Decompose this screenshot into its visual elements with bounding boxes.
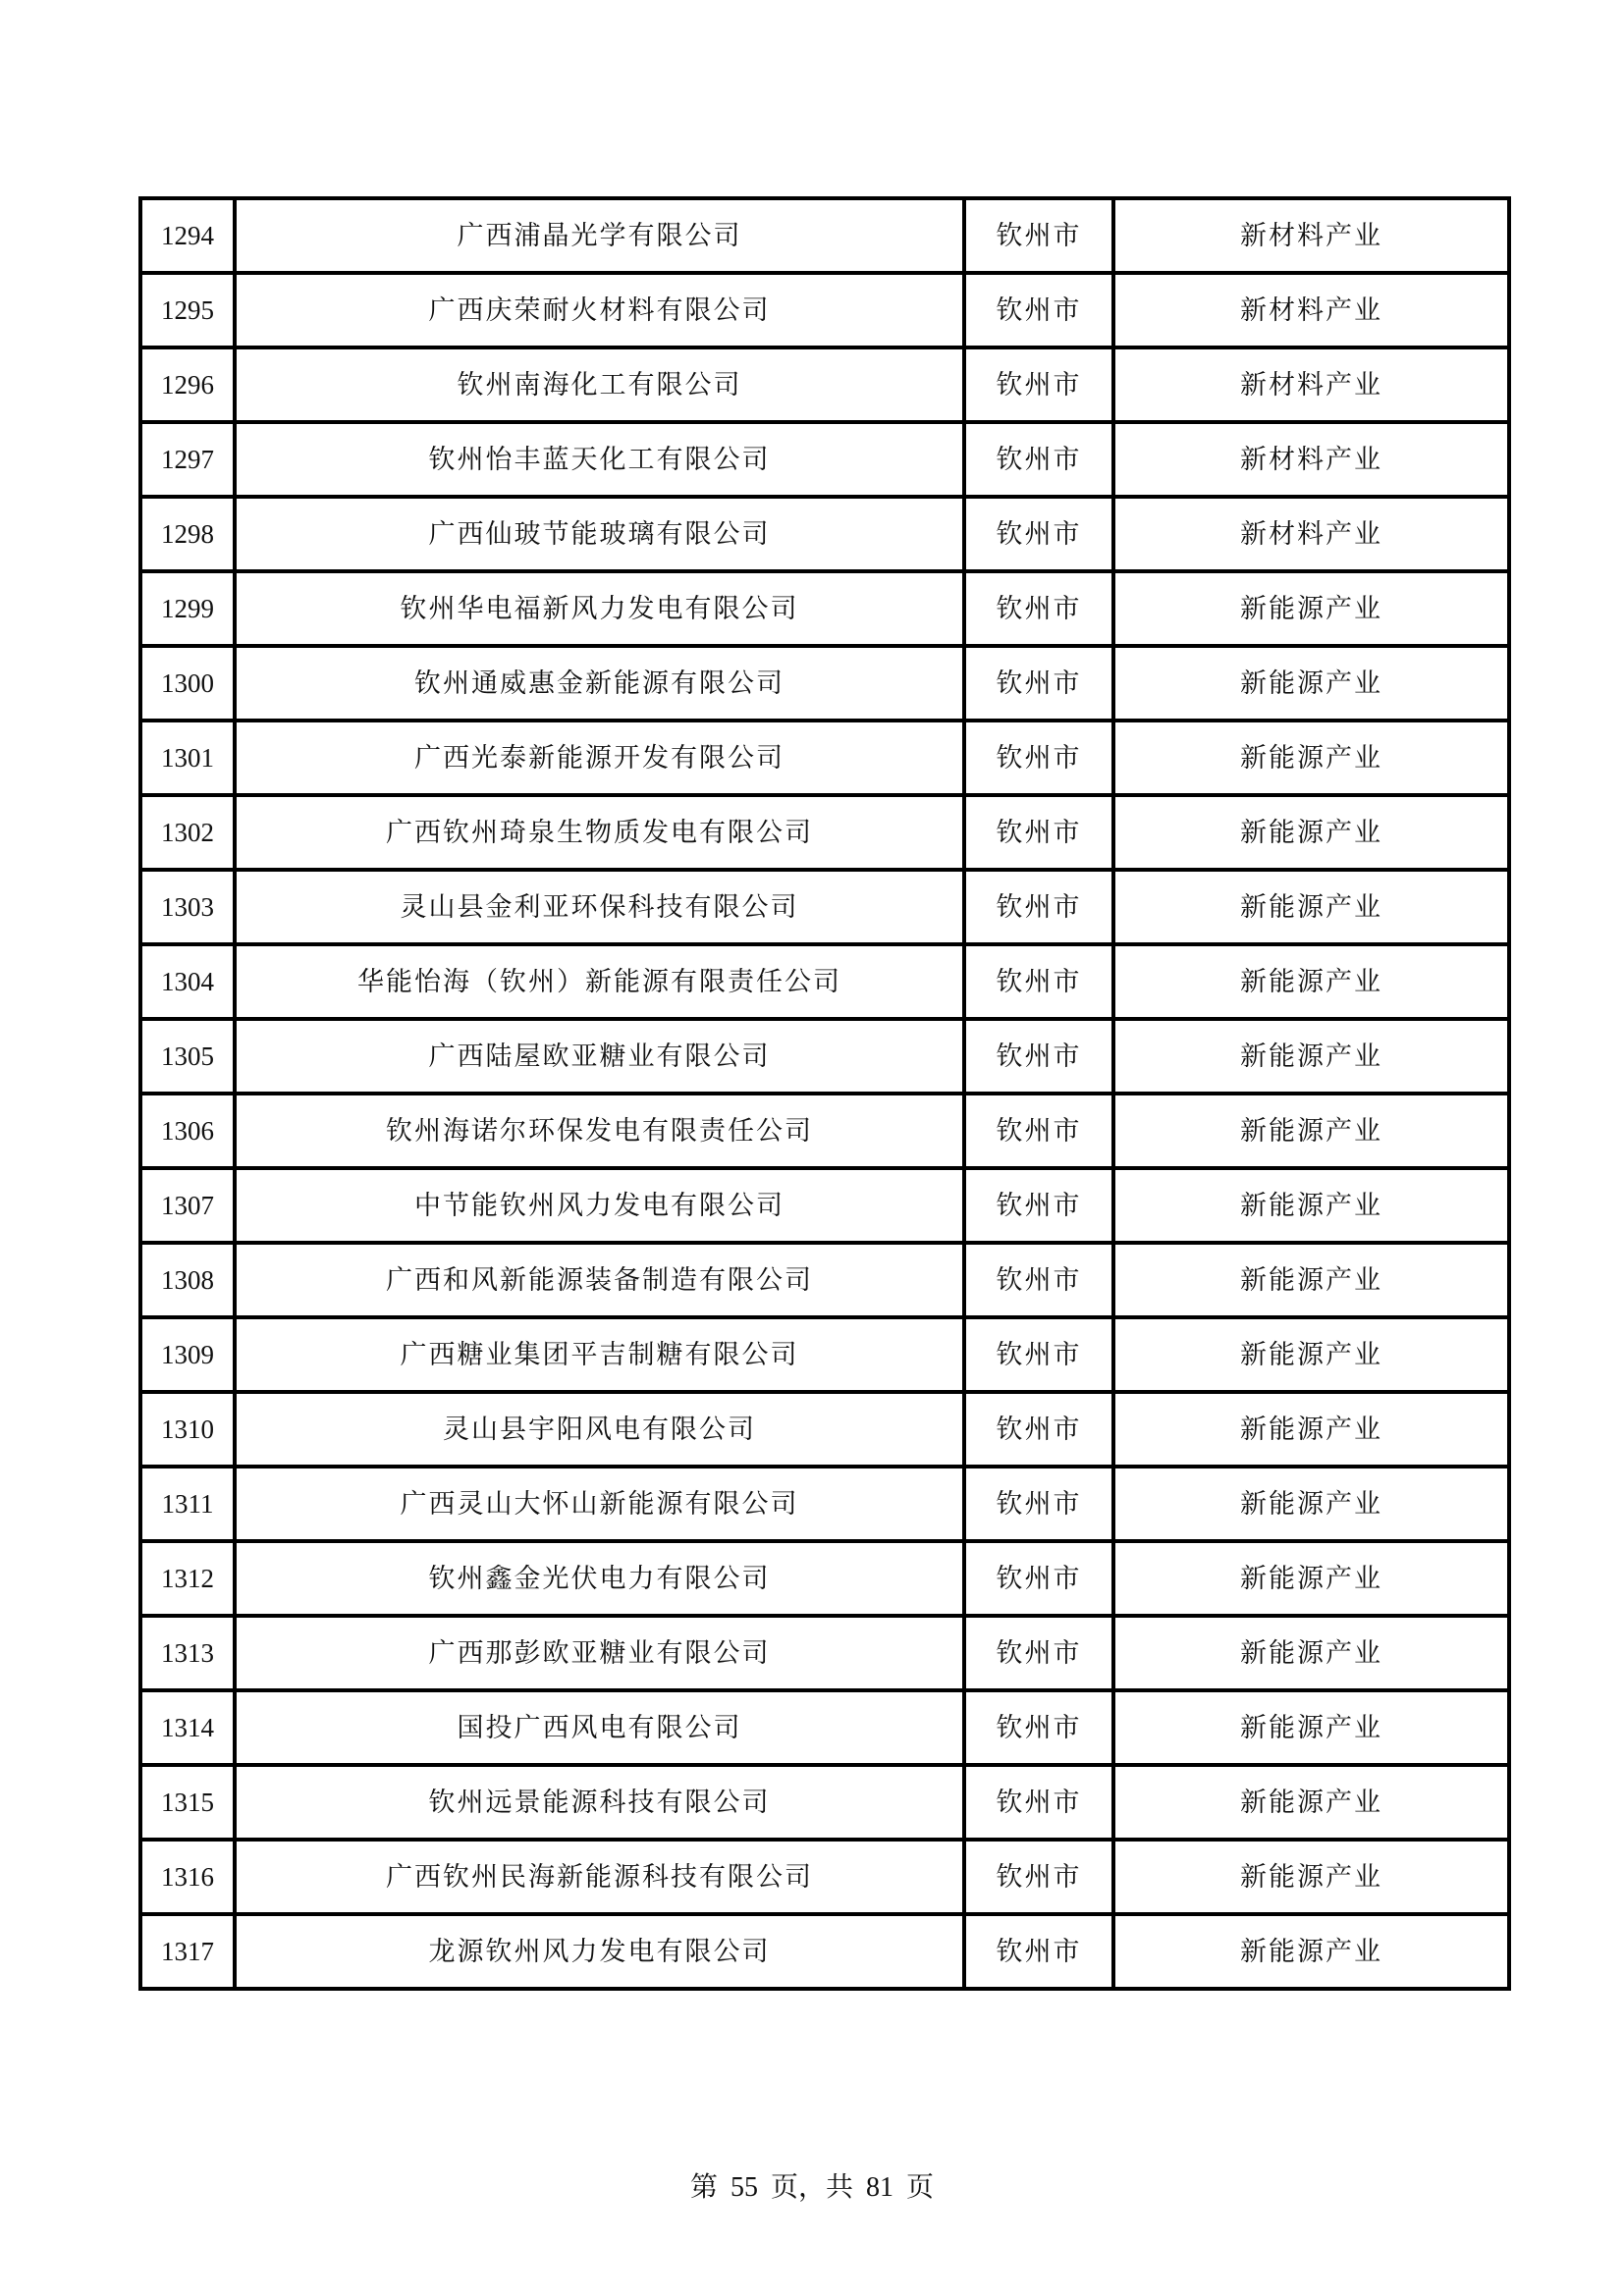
table-row	[140, 1243, 1509, 1317]
company-name-cell: 国投广西风电有限公司	[235, 1690, 964, 1765]
industry-cell: 新能源产业	[1113, 1094, 1509, 1168]
industry-cell: 新能源产业	[1113, 1840, 1509, 1914]
city-cell: 钦州市	[964, 1541, 1113, 1616]
table-row	[140, 347, 1509, 422]
company-name-cell: 灵山县宇阳风电有限公司	[235, 1392, 964, 1467]
table-row	[140, 944, 1509, 1019]
row-number-cell: 1294	[140, 198, 235, 273]
table-row	[140, 198, 1509, 273]
company-name-cell: 钦州华电福新风力发电有限公司	[235, 571, 964, 646]
company-name-cell: 广西糖业集团平吉制糖有限公司	[235, 1317, 964, 1392]
industry-cell: 新能源产业	[1113, 1168, 1509, 1243]
row-number-cell: 1296	[140, 347, 235, 422]
city-cell: 钦州市	[964, 1914, 1113, 1989]
row-number-cell: 1311	[140, 1467, 235, 1541]
city-cell: 钦州市	[964, 1168, 1113, 1243]
table-row	[140, 721, 1509, 795]
company-name-cell: 龙源钦州风力发电有限公司	[235, 1914, 964, 1989]
industry-cell: 新材料产业	[1113, 198, 1509, 273]
company-name-cell: 广西钦州民海新能源科技有限公司	[235, 1840, 964, 1914]
city-cell: 钦州市	[964, 646, 1113, 721]
table-row	[140, 1467, 1509, 1541]
table-row	[140, 497, 1509, 571]
table-row	[140, 1317, 1509, 1392]
table-row	[140, 1840, 1509, 1914]
row-number-cell: 1303	[140, 870, 235, 944]
city-cell: 钦州市	[964, 1840, 1113, 1914]
row-number-cell: 1298	[140, 497, 235, 571]
table-row	[140, 1019, 1509, 1094]
city-cell: 钦州市	[964, 273, 1113, 347]
industry-cell: 新材料产业	[1113, 273, 1509, 347]
row-number-cell: 1314	[140, 1690, 235, 1765]
industry-cell: 新能源产业	[1113, 1690, 1509, 1765]
city-cell: 钦州市	[964, 721, 1113, 795]
row-number-cell: 1308	[140, 1243, 235, 1317]
row-number-cell: 1312	[140, 1541, 235, 1616]
table-row	[140, 795, 1509, 870]
city-cell: 钦州市	[964, 1467, 1113, 1541]
industry-cell: 新能源产业	[1113, 1914, 1509, 1989]
industry-cell: 新能源产业	[1113, 1392, 1509, 1467]
company-name-cell: 广西陆屋欧亚糖业有限公司	[235, 1019, 964, 1094]
row-number-cell: 1309	[140, 1317, 235, 1392]
table-row	[140, 870, 1509, 944]
row-number-cell: 1295	[140, 273, 235, 347]
company-name-cell: 钦州鑫金光伏电力有限公司	[235, 1541, 964, 1616]
row-number-cell: 1299	[140, 571, 235, 646]
row-number-cell: 1300	[140, 646, 235, 721]
row-number-cell: 1317	[140, 1914, 235, 1989]
row-number-cell: 1313	[140, 1616, 235, 1690]
industry-cell: 新能源产业	[1113, 646, 1509, 721]
industry-cell: 新能源产业	[1113, 1616, 1509, 1690]
company-table	[138, 196, 1511, 1991]
industry-cell: 新材料产业	[1113, 422, 1509, 497]
city-cell: 钦州市	[964, 1690, 1113, 1765]
industry-cell: 新能源产业	[1113, 795, 1509, 870]
company-name-cell: 广西和风新能源装备制造有限公司	[235, 1243, 964, 1317]
table-row	[140, 1616, 1509, 1690]
company-name-cell: 广西钦州琦泉生物质发电有限公司	[235, 795, 964, 870]
industry-cell: 新能源产业	[1113, 870, 1509, 944]
row-number-cell: 1302	[140, 795, 235, 870]
table-row	[140, 1690, 1509, 1765]
company-name-cell: 钦州海诺尔环保发电有限责任公司	[235, 1094, 964, 1168]
row-number-cell: 1304	[140, 944, 235, 1019]
city-cell: 钦州市	[964, 1019, 1113, 1094]
table-row	[140, 571, 1509, 646]
table-row	[140, 1765, 1509, 1840]
table-row	[140, 1541, 1509, 1616]
company-name-cell: 钦州远景能源科技有限公司	[235, 1765, 964, 1840]
row-number-cell: 1316	[140, 1840, 235, 1914]
company-name-cell: 广西那彭欧亚糖业有限公司	[235, 1616, 964, 1690]
industry-cell: 新能源产业	[1113, 1243, 1509, 1317]
company-name-cell: 钦州怡丰蓝天化工有限公司	[235, 422, 964, 497]
company-name-cell: 广西仙玻节能玻璃有限公司	[235, 497, 964, 571]
city-cell: 钦州市	[964, 1243, 1113, 1317]
city-cell: 钦州市	[964, 422, 1113, 497]
table-row	[140, 1914, 1509, 1989]
city-cell: 钦州市	[964, 1094, 1113, 1168]
city-cell: 钦州市	[964, 497, 1113, 571]
row-number-cell: 1297	[140, 422, 235, 497]
table-row	[140, 1094, 1509, 1168]
industry-cell: 新能源产业	[1113, 1541, 1509, 1616]
row-number-cell: 1307	[140, 1168, 235, 1243]
industry-cell: 新能源产业	[1113, 1765, 1509, 1840]
table-row	[140, 1168, 1509, 1243]
industry-cell: 新材料产业	[1113, 347, 1509, 422]
city-cell: 钦州市	[964, 870, 1113, 944]
company-name-cell: 钦州通威惠金新能源有限公司	[235, 646, 964, 721]
city-cell: 钦州市	[964, 1765, 1113, 1840]
industry-cell: 新能源产业	[1113, 1467, 1509, 1541]
city-cell: 钦州市	[964, 795, 1113, 870]
city-cell: 钦州市	[964, 1317, 1113, 1392]
company-name-cell: 广西光泰新能源开发有限公司	[235, 721, 964, 795]
city-cell: 钦州市	[964, 944, 1113, 1019]
industry-cell: 新能源产业	[1113, 1317, 1509, 1392]
page-number-footer: 第 55 页，共 81 页	[689, 2172, 934, 2203]
city-cell: 钦州市	[964, 1392, 1113, 1467]
row-number-cell: 1306	[140, 1094, 235, 1168]
row-number-cell: 1315	[140, 1765, 235, 1840]
industry-cell: 新能源产业	[1113, 1019, 1509, 1094]
industry-cell: 新能源产业	[1113, 944, 1509, 1019]
company-name-cell: 广西庆荣耐火材料有限公司	[235, 273, 964, 347]
industry-cell: 新材料产业	[1113, 497, 1509, 571]
company-name-cell: 钦州南海化工有限公司	[235, 347, 964, 422]
company-name-cell: 灵山县金利亚环保科技有限公司	[235, 870, 964, 944]
table-row	[140, 422, 1509, 497]
company-name-cell: 广西灵山大怀山新能源有限公司	[235, 1467, 964, 1541]
company-table-body	[140, 198, 1509, 1989]
city-cell: 钦州市	[964, 347, 1113, 422]
industry-cell: 新能源产业	[1113, 721, 1509, 795]
row-number-cell: 1310	[140, 1392, 235, 1467]
company-name-cell: 广西浦晶光学有限公司	[235, 198, 964, 273]
company-name-cell: 中节能钦州风力发电有限公司	[235, 1168, 964, 1243]
table-row	[140, 1392, 1509, 1467]
city-cell: 钦州市	[964, 1616, 1113, 1690]
industry-cell: 新能源产业	[1113, 571, 1509, 646]
company-name-cell: 华能怡海（钦州）新能源有限责任公司	[235, 944, 964, 1019]
row-number-cell: 1305	[140, 1019, 235, 1094]
table-row	[140, 646, 1509, 721]
city-cell: 钦州市	[964, 198, 1113, 273]
row-number-cell: 1301	[140, 721, 235, 795]
table-row	[140, 273, 1509, 347]
city-cell: 钦州市	[964, 571, 1113, 646]
